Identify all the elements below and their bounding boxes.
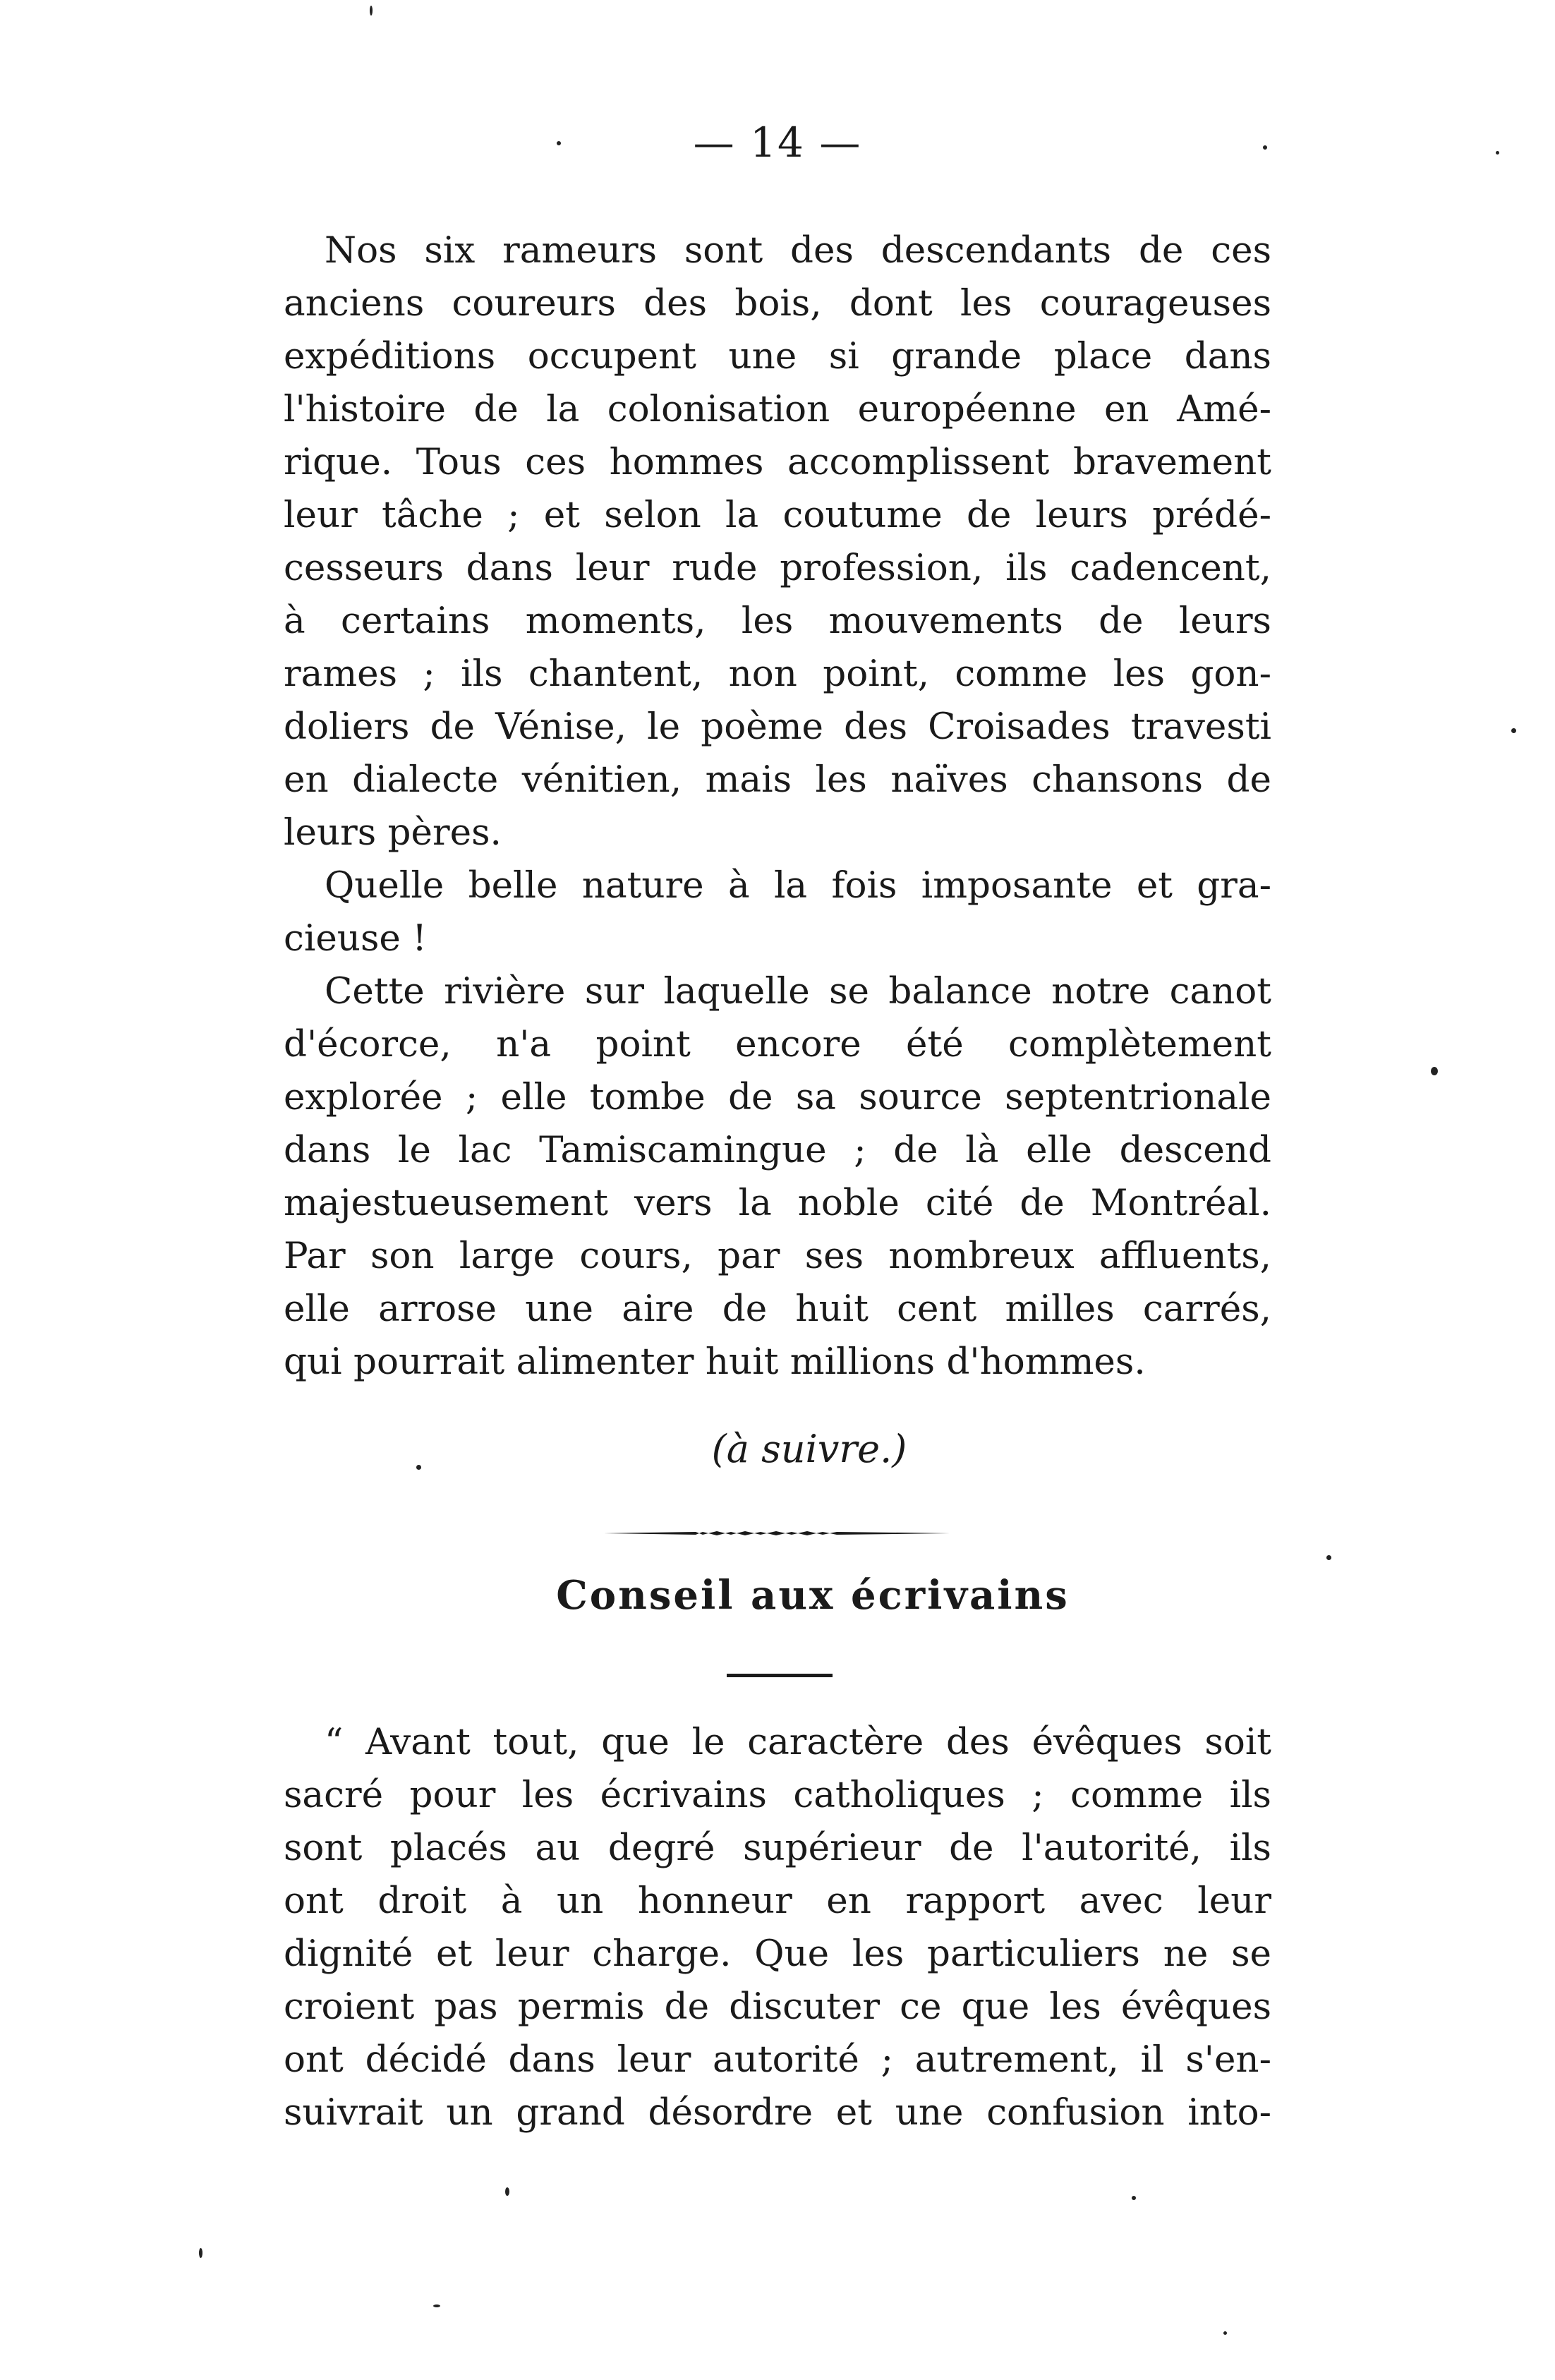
scan-speck xyxy=(505,2187,509,2196)
text-line: cieuse ! xyxy=(284,917,427,960)
continuation-note: (à suivre.) xyxy=(711,1427,907,1471)
text-line: à certains moments, les mouvements de leurs xyxy=(284,600,1271,642)
text-line: doliers de Vénise, le poème des Croisades travesti xyxy=(284,706,1271,748)
scan-speck xyxy=(433,2305,440,2307)
text-line: dans le lac Tamiscamingue ; de là elle descend xyxy=(284,1129,1271,1171)
text-line: majestueusement vers la noble cité de Montréal. xyxy=(284,1182,1271,1224)
text-line: sacré pour les écrivains catholiques ; comme ils xyxy=(284,1774,1271,1816)
text-line: elle arrose une aire de huit cent milles carrés, xyxy=(284,1288,1271,1330)
text-line: sont placés au degré supérieur de l'autorité, ils xyxy=(284,1827,1271,1869)
scan-speck xyxy=(1431,1067,1438,1075)
text-line: ont droit à un honneur en rapport avec leur xyxy=(284,1880,1271,1922)
scan-speck xyxy=(370,6,373,16)
scan-speck xyxy=(1223,2331,1227,2335)
scan-speck xyxy=(557,141,561,145)
section-heading: Conseil aux écrivains xyxy=(556,1572,1070,1619)
paragraph-belle-nature xyxy=(284,859,1271,965)
scan-speck xyxy=(1511,728,1516,733)
paragraph-riviere xyxy=(284,965,1271,1389)
text-line: Quelle belle nature à la fois imposante et gra- xyxy=(325,864,1271,907)
text-line: rique. Tous ces hommes accomplissent bravement xyxy=(284,441,1271,483)
text-line: rames ; ils chantent, non point, comme les gon- xyxy=(284,653,1271,695)
text-line: en dialecte vénitien, mais les naïves chansons de xyxy=(284,759,1271,801)
text-line: dignité et leur charge. Que les particuliers ne se xyxy=(284,1933,1271,1975)
text-line: Par son large cours, par ses nombreux affluents, xyxy=(284,1235,1271,1277)
text-line: l'histoire de la colonisation européenne en Amé- xyxy=(284,388,1271,430)
scan-speck xyxy=(1496,151,1499,155)
scan-speck xyxy=(199,2248,202,2258)
text-line: suivrait un grand désordre et une confusion into- xyxy=(284,2091,1271,2134)
scan-speck xyxy=(1263,145,1267,150)
text-line: d'écorce, n'a point encore été complètement xyxy=(284,1023,1271,1065)
scan-speck xyxy=(416,1465,421,1470)
text-line: leur tâche ; et selon la coutume de leurs prédé- xyxy=(284,494,1271,536)
page-number: — 14 — xyxy=(693,119,862,167)
text-line: cesseurs dans leur rude profession, ils cadencent, xyxy=(284,547,1271,589)
text-line: “ Avant tout, que le caractère des évêques soit xyxy=(325,1721,1271,1763)
text-line: leurs pères. xyxy=(284,811,502,854)
scan-speck xyxy=(1326,1555,1331,1560)
paragraph-conseil xyxy=(284,1716,1271,2139)
text-line: qui pourrait alimenter huit millions d'hommes. xyxy=(284,1341,1146,1383)
ornamental-divider xyxy=(604,1528,950,1538)
text-line: explorée ; elle tombe de sa source septentrionale xyxy=(284,1076,1271,1118)
text-line: ont décidé dans leur autorité ; autrement, il s'en- xyxy=(284,2038,1271,2081)
scan-speck xyxy=(1132,2196,1136,2200)
text-line: Cette rivière sur laquelle se balance notre canot xyxy=(325,970,1271,1013)
text-line: Nos six rameurs sont des descendants de ces xyxy=(325,229,1271,272)
heading-rule xyxy=(727,1674,833,1677)
text-line: anciens coureurs des bois, dont les courageuses xyxy=(284,282,1271,325)
text-line: croient pas permis de discuter ce que les évêques xyxy=(284,1986,1271,2028)
paragraph-rameurs xyxy=(284,224,1271,859)
text-line: expéditions occupent une si grande place dans xyxy=(284,335,1271,377)
